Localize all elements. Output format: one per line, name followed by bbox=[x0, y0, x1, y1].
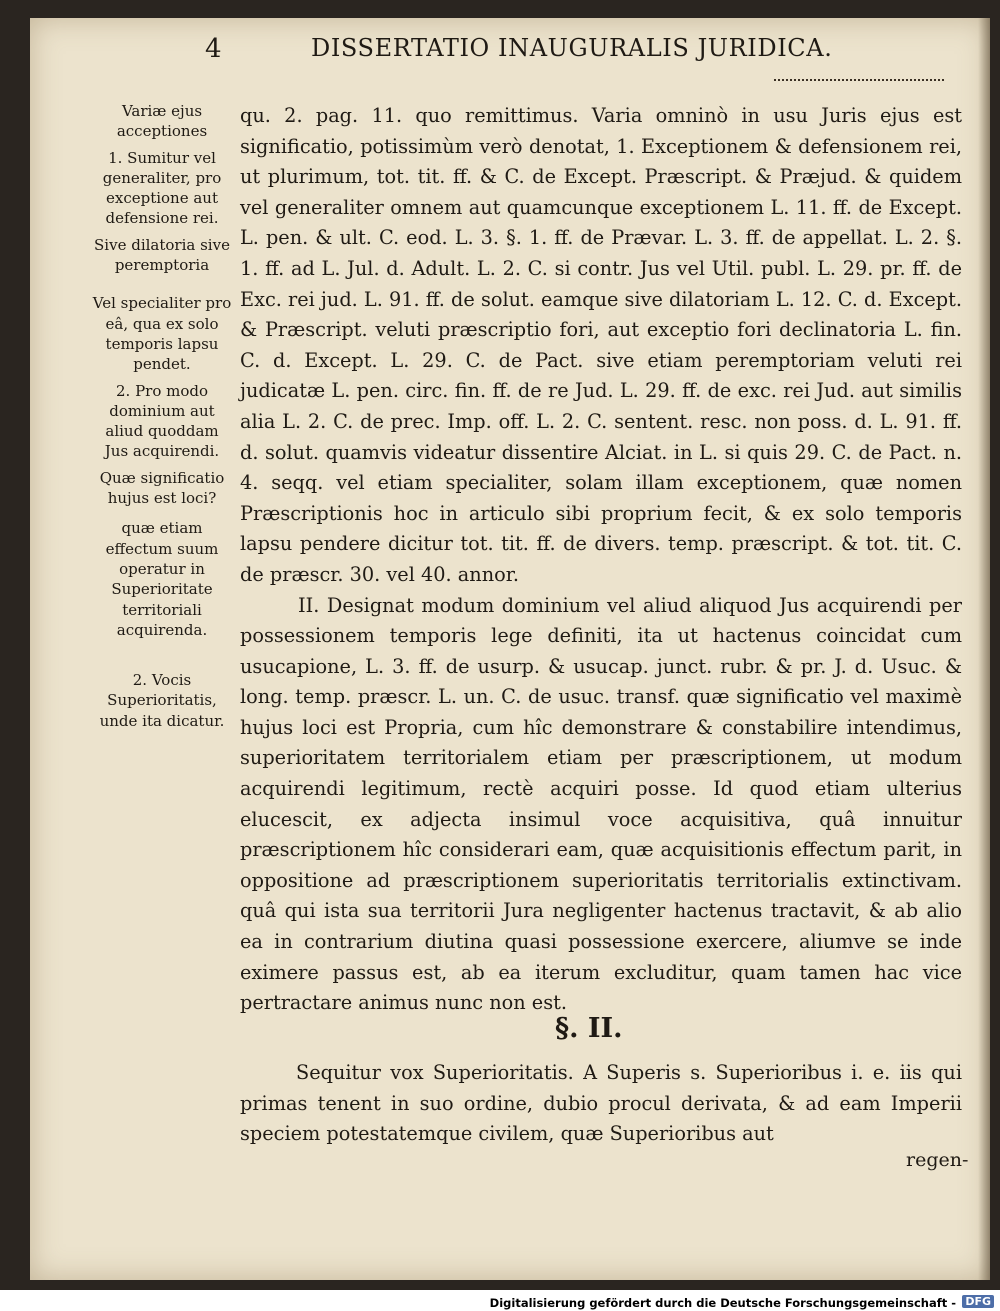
catchword: regen- bbox=[906, 1149, 969, 1171]
paragraph: II. Designat modum dominium vel aliud aliquod Jus acquirendi per possessionem temporis lege definiti, ita ut hactenus coincidat cum usucapione, L. 3. ff. de usurp. & usucap. junct. rubr. & pr. J. d. Usuc. & long. temp. præscr. L. un. C. de usuc. transf. quæ significatio vel maximè hujus loci est Propria, cum hîc demonstrare & constabilire intendimus, superioritatem territorialem etiam per præscriptionem, ut modum acquirendi legitimum, rectè acquiri posse. Id quod etiam ulterius elucescit, ex adjecta insimul voce acquisitiva, quâ innuitur præscriptionem hîc considerari eam, quæ acquisitionis effectum parit, in oppositione ad præscriptionem superioritatis territorialis extinctivam. quâ qui ista sua territorii Jura negligenter hactenus tractavit, & ab alio ea in contrarium diutina quasi possessione exercere, aliumve se inde eximere passus est, ab ea iterum excluditur, quam tamen hac vice pertractare animus nunc non est. bbox=[240, 593, 962, 1015]
margin-note: 2. Pro modo dominium aut aliud quoddam Jus acquirendi. bbox=[104, 381, 220, 461]
margin-note: Vel specialiter pro eâ, qua ex solo temporis lapsu pendet. bbox=[92, 294, 232, 374]
funding-note: Digitalisierung gefördert durch die Deutsche Forschungsgemeinschaft - bbox=[489, 1296, 956, 1310]
main-text bbox=[240, 101, 962, 1019]
head-rule bbox=[774, 79, 944, 81]
paragraph: qu. 2. pag. 11. quo remittimus. Varia omninò in usu Juris ejus est significatio, potissimùm verò denotat, 1. Exceptionem & defensionem rei, ut plurimum, tot. tit. ff. & C. de Except. Præscript. & Præjud. & quidem vel generaliter omnem aut quamcunque exceptionem L. 11. ff. de Except. L. pen. & ult. C. eod. L. 3. §. 1. ff. de Prævar. L. 3. ff. de appellat. L. 2. §. 1. ff. ad L. Jul. d. Adult. L. 2. C. si contr. Jus vel Util. publ. L. 29. pr. ff. de Exc. rei jud. L. 91. ff. de solut. eamque sive dilatoriam L. 12. C. d. Except. & Præscript. veluti præscriptio fori, aut exceptio fori declinatoria L. fin. C. d. Except. L. 29. C. de Pact. sive etiam peremptoriam veluti rei judicatæ L. pen. circ. fin. ff. de re Jud. L. 29. ff. de exc. rei Jud. aut similis alia L. 2. C. de prec. Imp. off. L. 2. C. sentent. resc. non poss. d. L. 91. ff. d. solut. quamvis videatur dissentire Alciat. in L. si quis 29. C. de Pact. n. 4. seqq. vel etiam specialiter, solam illam exceptionem, quæ nomen Præscriptionis hoc in articulo sibi proprium fecit, & ex solo temporis lapsu pendere dicitur tot. tit. ff. de divers. temp. præscript. & tot. tit. C. de præscr. 30. vel 40. annor. bbox=[240, 104, 962, 586]
running-head bbox=[205, 34, 855, 74]
margin-note: 1. Sumitur vel generaliter, pro exceptione aut defensione rei. bbox=[102, 148, 222, 228]
running-title: DISSERTATIO INAUGURALIS JURIDICA. bbox=[311, 34, 833, 62]
dfg-logo: DFG bbox=[962, 1295, 994, 1308]
margin-note: Quæ significatio hujus est loci? bbox=[99, 468, 225, 508]
margin-notes bbox=[92, 101, 232, 737]
margin-note: Sive dilatoria sive peremptoria bbox=[94, 235, 230, 275]
page-number: 4 bbox=[205, 34, 222, 64]
paragraph: Sequitur vox Superioritatis. A Superis s. Superioribus i. e. iis qui primas tenent in suo ordine, dubio procul derivata, & ad eam Imperii speciem potestatemque civilem, quæ Superioribus aut bbox=[240, 1061, 962, 1146]
page-gutter-shadow bbox=[978, 18, 990, 1280]
margin-note: Variæ ejus acceptiones bbox=[116, 102, 208, 141]
section-heading: §. II. bbox=[555, 1013, 623, 1044]
margin-note: quæ etiam effectum suum operatur in Superioritate territoriali acquirenda. bbox=[105, 519, 219, 639]
margin-note: 2. Vocis Superioritatis, unde ita dicatur. bbox=[99, 671, 225, 730]
